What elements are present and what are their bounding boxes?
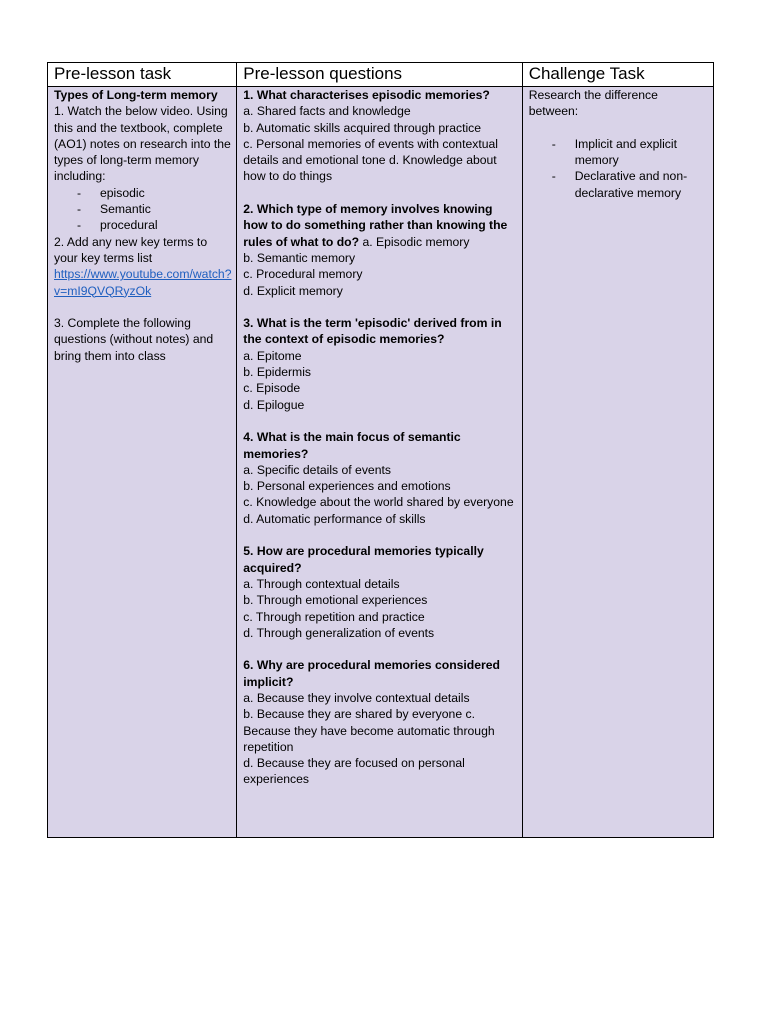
answer-option: b. Because they are shared by everyone c. Because they have become automatic through repetition [243, 707, 495, 754]
question-title: 1. What characterises episodic memories? [243, 88, 490, 102]
answer-option: a. Specific details of events [243, 462, 391, 477]
lesson-table [47, 62, 714, 838]
answer-option: b. Automatic skills acquired through practice [243, 120, 482, 135]
question-block [243, 315, 517, 413]
answer-option: b. Personal experiences and emotions [243, 479, 451, 494]
header-pre-lesson-task: Pre-lesson task [48, 63, 237, 87]
task-title: Types of Long-term memory [54, 88, 218, 102]
answer-option: a. Through contextual details [243, 576, 400, 591]
questions-cell [237, 87, 522, 838]
question-block [243, 657, 517, 787]
question-block [243, 87, 517, 185]
question-block [243, 429, 517, 527]
memory-type-item: - Semantic [54, 201, 232, 217]
answer-option: c. Through repetition and practice [243, 609, 425, 624]
question-block [243, 201, 517, 299]
task-step-1: 1. Watch the below video. Using this and the textbook, complete (AO1) notes on research into the types of long-term memory including: [54, 104, 231, 184]
task-cell [48, 87, 237, 838]
task-step-2: 2. Add any new key terms to your key terms list [54, 234, 208, 265]
challenge-item: - Declarative and non-declarative memory [529, 168, 709, 201]
memory-type-item: - procedural [54, 217, 232, 233]
header-pre-lesson-questions: Pre-lesson questions [237, 63, 522, 87]
answer-option: c. Episode [243, 381, 301, 396]
answer-option: a. Epitome [243, 348, 302, 363]
youtube-link[interactable]: https://www.youtube.com/watch?v=mI9QVQRyzOk [54, 267, 232, 298]
answer-option: c. Procedural memory [243, 267, 363, 282]
answer-option: d. Because they are focused on personal experiences [243, 756, 465, 787]
question-title: 2. Which type of memory involves knowing how to do something rather than knowing the rules of what to do? [243, 202, 508, 249]
answer-option: b. Semantic memory [243, 250, 356, 265]
question-title: 5. How are procedural memories typically acquired? [243, 544, 484, 575]
answer-option: d. Automatic performance of skills [243, 511, 426, 526]
challenge-intro: Research the difference between: [528, 88, 658, 119]
header-row [48, 63, 714, 87]
question-title: 4. What is the main focus of semantic memories? [243, 430, 461, 461]
challenge-list [529, 136, 709, 201]
answer-option: a. Episodic memory [359, 234, 470, 249]
answer-option: b. Epidermis [243, 365, 312, 380]
answer-option: c. Personal memories of events with contextual details and emotional tone d. Knowledge about how to do things [243, 136, 498, 184]
question-title: 3. What is the term 'episodic' derived from in the context of episodic memories? [243, 316, 502, 347]
answer-option: a. Because they involve contextual details [243, 690, 470, 705]
answer-option: d. Through generalization of events [243, 625, 435, 640]
answer-option: b. Through emotional experiences [243, 593, 428, 608]
answer-option: a. Shared facts and knowledge [243, 104, 411, 119]
memory-type-item: - episodic [54, 185, 232, 201]
question-block [243, 543, 517, 641]
challenge-item: - Implicit and explicit memory [529, 136, 709, 169]
content-row [48, 87, 714, 838]
answer-option: c. Knowledge about the world shared by everyone [243, 495, 514, 510]
task-step-3: 3. Complete the following questions (without notes) and bring them into class [54, 316, 214, 363]
memory-types-list [54, 185, 232, 234]
answer-option: d. Explicit memory [243, 283, 343, 298]
challenge-cell [522, 87, 713, 838]
header-challenge-task: Challenge Task [522, 63, 713, 87]
answer-option: d. Epilogue [243, 397, 305, 412]
question-title: 6. Why are procedural memories considered implicit? [243, 658, 500, 689]
